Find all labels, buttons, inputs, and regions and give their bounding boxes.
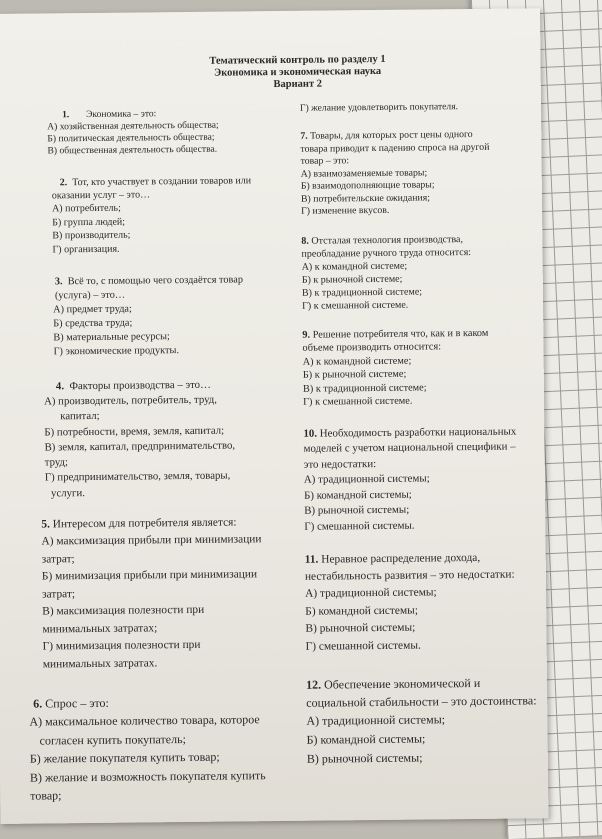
question-text: Тот, кто участвует в создании товаров или <box>72 175 252 189</box>
option: А) взаимозаменяемые товары; <box>300 166 428 180</box>
answer-options <box>306 709 567 769</box>
option: А) максимальное количество товара, которое <box>29 712 260 729</box>
question-number: 4. <box>55 380 65 393</box>
question-text: Необходимость разработки национальных <box>319 425 517 440</box>
option: Б) средства труда; <box>53 317 133 330</box>
option: Г) к смешанной системе. <box>303 395 413 408</box>
question-text: нестабильность развития – это недостатки: <box>304 568 515 583</box>
answer-options <box>302 258 563 313</box>
option: Б) командной системы; <box>305 604 419 618</box>
question-number: 10. <box>303 427 318 440</box>
question-text: Экономика – это: <box>86 108 157 121</box>
option: В) материальные ресурсы; <box>53 331 170 344</box>
option: затрат; <box>41 552 75 566</box>
question-number: 1. <box>62 109 70 121</box>
option: Г) к смешанной системе. <box>302 299 409 312</box>
question-7 <box>300 128 560 168</box>
option: труд; <box>44 456 69 469</box>
question-text: это недостатки: <box>303 457 377 471</box>
question-number: 3. <box>54 276 63 288</box>
question-text: товар – это: <box>300 155 350 167</box>
question-number: 8. <box>301 235 309 247</box>
option: А) потребитель; <box>51 202 121 215</box>
option: Б) командной системы; <box>306 731 426 747</box>
option: Г) организация. <box>52 243 120 255</box>
right-column <box>300 100 567 769</box>
question-text: Всё то, с помощью чего создаётся товар <box>67 274 244 288</box>
question-text: Неравное распределение дохода, <box>321 551 481 566</box>
option: В) к традиционной системе; <box>302 381 427 395</box>
test-paper <box>0 8 548 824</box>
question-text: Товары, для которых рост цены одного <box>310 128 473 142</box>
option: Г) смешанной системы. <box>305 639 421 653</box>
option: Б) желание покупателя купить товар; <box>29 749 220 766</box>
answer-options <box>53 301 280 359</box>
option: согласен купить покупатель; <box>39 731 186 748</box>
question-2 <box>51 174 278 202</box>
option: А) традиционной системы; <box>306 712 446 728</box>
question-9 <box>302 326 562 356</box>
option: Б) политическая деятельность общества; <box>47 131 215 145</box>
answer-options <box>300 100 560 115</box>
option: В) общественная деятельность общества. <box>47 143 218 157</box>
option: Б) взаимодополняющие товары; <box>300 179 435 192</box>
question-text: Отсталая технология производства, <box>311 233 464 247</box>
option: В) потребительские ожидания; <box>300 191 430 205</box>
answer-options <box>304 470 565 535</box>
question-text: Факторы производства – это… <box>69 378 211 393</box>
option: А) к командной системе; <box>302 355 412 368</box>
question-text: Обеспечение экономической и <box>323 675 481 692</box>
question-text: Решение потребителя что, как и в каком <box>312 327 489 341</box>
option: Г) предпринимательство, земля, товары, <box>44 470 231 484</box>
option: А) хозяйственная деятельность общества; <box>47 119 219 133</box>
option: Б) группа людей; <box>52 216 126 228</box>
option: Б) командной системы; <box>303 488 412 502</box>
option: В) рыночной системы; <box>306 750 423 766</box>
question-text: преобладание ручного труда относится: <box>301 246 472 260</box>
answer-options <box>41 531 282 674</box>
question-3 <box>55 273 279 303</box>
question-text: Интересом для потребителя является: <box>52 516 237 531</box>
option: Г) экономические продукты. <box>53 345 180 358</box>
answer-options <box>29 710 284 805</box>
answer-options <box>305 583 566 656</box>
option: А) традиционной системы; <box>305 586 437 600</box>
question-number: 6. <box>33 696 43 711</box>
option: товар; <box>30 788 62 803</box>
answer-options <box>44 392 281 502</box>
question-number: 2. <box>59 177 68 189</box>
question-number: 7. <box>300 130 308 142</box>
option: В) желание и возможность покупателя купить <box>29 767 266 785</box>
question-11 <box>305 549 565 586</box>
left-column <box>29 107 284 805</box>
question-text: (услуга) – это… <box>54 289 126 302</box>
answer-options <box>301 166 562 219</box>
option: услуги. <box>50 486 85 500</box>
header-title: Тематический контроль по разделу 1 <box>209 53 386 67</box>
option: В) максимизация полезности при <box>42 603 205 618</box>
question-text: Спрос – это: <box>45 695 109 711</box>
answer-options <box>303 353 564 410</box>
option: Г) смешанной системы. <box>304 519 415 533</box>
question-text: товара приводит к падению спроса на другой <box>300 141 490 155</box>
option: Б) к рыночной системе; <box>302 368 407 381</box>
question-text: объеме производить относится: <box>302 341 442 354</box>
option: А) максимизация прибыли при минимизации <box>41 533 262 548</box>
option: минимальных затратах. <box>42 656 158 671</box>
document-header <box>197 54 397 92</box>
question-text: социальной стабильности – это достоинства: <box>306 693 537 710</box>
option: Б) минимизация прибыли при минимизации <box>41 568 258 583</box>
header-variant: Вариант 2 <box>273 78 323 91</box>
question-8 <box>301 232 561 261</box>
option: капитал; <box>60 410 100 423</box>
question-10 <box>303 424 563 473</box>
question-text: моделей с учетом национальной специфики – <box>303 440 516 455</box>
question-number: 12. <box>305 677 322 692</box>
option: В) рыночной системы; <box>304 503 410 517</box>
option: А) к командной системе; <box>301 260 408 273</box>
option: минимальных затратах; <box>42 621 158 636</box>
question-number: 9. <box>302 329 311 341</box>
answer-options <box>52 200 279 256</box>
option: затрат; <box>42 587 76 601</box>
option: В) земля, капитал, предпринимательство, <box>44 439 236 454</box>
option: Б) к рыночной системе; <box>301 273 403 286</box>
option: Г) желание удовлетворить покупателя. <box>299 101 459 114</box>
question-number: 11. <box>304 553 319 566</box>
question-text: оказании услуг – это… <box>51 189 151 202</box>
question-number: 5. <box>41 518 50 531</box>
option: В) производитель; <box>52 229 131 242</box>
question-12 <box>306 673 566 712</box>
header-subtitle: Экономика и экономическая наука <box>214 65 382 79</box>
option: Г) минимизация полезности при <box>42 638 201 653</box>
option: Б) потребности, время, земля, капитал; <box>44 424 225 439</box>
option: Г) изменение вкусов. <box>301 204 390 217</box>
option: В) рыночной системы; <box>305 621 416 635</box>
option: А) предмет труда; <box>53 303 132 316</box>
option: А) производитель, потребитель, труд, <box>43 393 218 408</box>
answer-options <box>47 119 277 157</box>
option: А) традиционной системы; <box>303 472 430 486</box>
option: В) к традиционной системе; <box>301 286 423 299</box>
